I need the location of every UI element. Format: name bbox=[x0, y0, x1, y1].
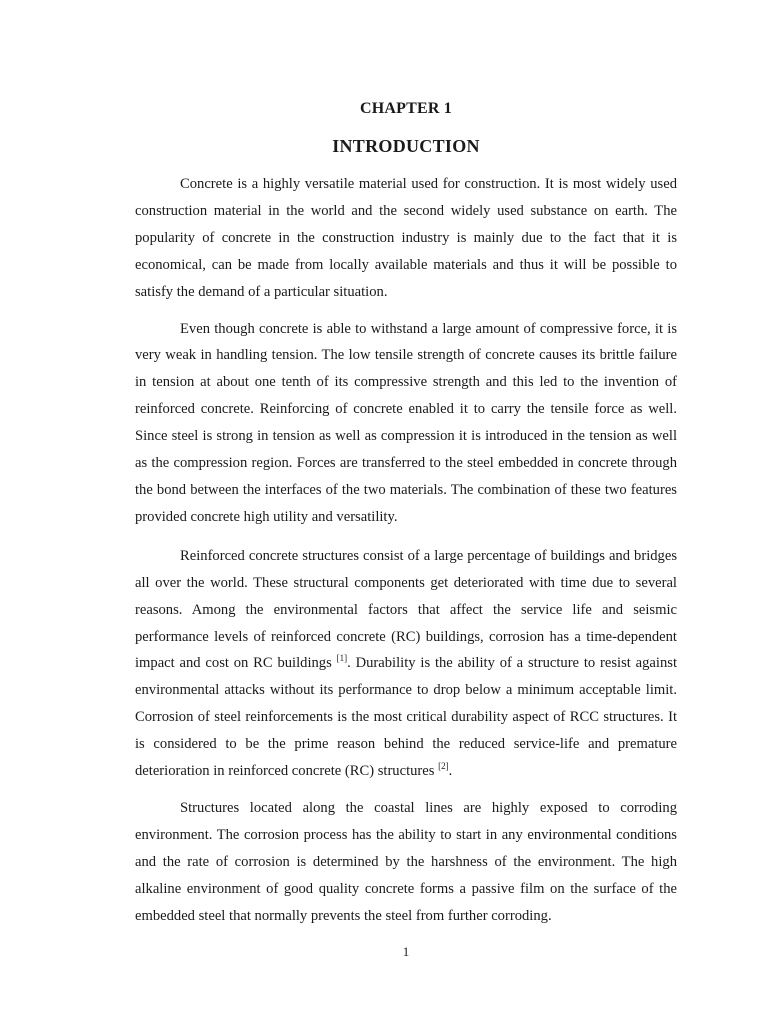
paragraph-3-text-b: . Durability is the ability of a structure to resist against environmental attacks without its performance to drop below a minimum acceptable limit. Corrosion of steel reinforcements is the most critical durability aspect of RCC structures. It is considered to be the prime reason behind the reduced service-life and premature deterioration in reinforced concrete (RC) structures bbox=[135, 655, 677, 780]
paragraph-4: Structures located along the coastal lines are highly exposed to corroding environment. The corrosion process has the ability to start in any environmental conditions and the rate of corrosion is determined by the harshness of the environment. The high alkaline environment of good quality concrete forms a passive film on the surface of the embedded steel that normally prevents the steel from further corroding. bbox=[135, 799, 677, 924]
chapter-title: INTRODUCTION bbox=[332, 136, 480, 156]
paragraph-3-text-a: Reinforced concrete structures consist of a large percentage of buildings and bridges all over the world. These structural components get deteriorated with time due to several reasons. Among the environmental factors that affect the service life and seismic performance levels of reinforced concrete (RC) buildings, corrosion has a time-dependent impact and cost on RC buildings bbox=[135, 547, 677, 672]
citation-2: [2] bbox=[438, 761, 449, 772]
paragraph-2: Even though concrete is able to withstand a large amount of compressive force, it is very weak in handling tension. The low tensile strength of concrete causes its brittle failure in tension at about one tenth of its compressive strength and this led to the invention of reinforced concrete. Reinforcing of concrete enabled it to carry the tensile force as well. Since steel is strong in tension as well as compression it is introduced in the tension as well as the compression region. Forces are transferred to the steel embedded in concrete through the bond between the interfaces of the two materials. The combination of these two features provided concrete high utility and versatility. bbox=[135, 320, 677, 525]
chapter-label: CHAPTER 1 bbox=[359, 100, 453, 117]
paragraph-3 bbox=[135, 543, 677, 785]
citation-1: [1] bbox=[336, 653, 348, 664]
body-text bbox=[135, 171, 677, 939]
paragraph-3-text-c: . bbox=[448, 763, 453, 780]
page-number: 1 bbox=[402, 944, 410, 959]
paragraph-1: Concrete is a highly versatile material used for construction. It is most widely used construction material in the world and the second widely used substance on earth. The popularity of concrete in the construction industry is mainly due to the fact that it is economical, can be made from locally available materials and thus it will be possible to satisfy the demand of a particular situation. bbox=[135, 176, 677, 300]
